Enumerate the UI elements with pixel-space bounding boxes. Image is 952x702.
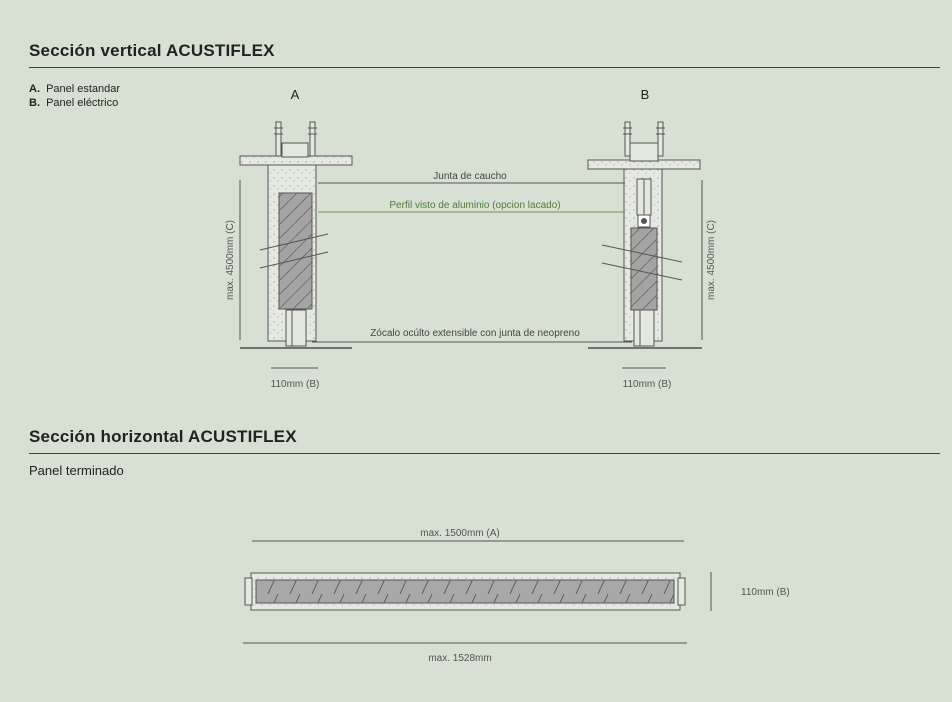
height-dimension-a	[225, 180, 240, 340]
width-label-a: 110mm (B)	[270, 379, 320, 390]
callout-profile-text: Perfil visto de aluminio (opcion lacado)	[389, 200, 561, 211]
width-label-b: 110mm (B)	[622, 379, 672, 390]
callout-plinth	[312, 328, 632, 342]
horizontal-section	[243, 528, 790, 664]
callout-rubber-joint	[318, 171, 625, 183]
legend-label: Panel eléctrico	[46, 97, 119, 109]
max-width-label: max. 1500mm (A)	[420, 528, 500, 539]
thickness-dimension	[711, 572, 790, 611]
max-total-dimension	[243, 643, 687, 664]
electric-channel-b	[637, 179, 651, 227]
height-label-b: max. 4500mm (C)	[706, 219, 717, 301]
width-dimension-b	[622, 368, 671, 390]
max-total-label: max. 1528mm	[428, 653, 492, 664]
height-label-a: max. 4500mm (C)	[225, 219, 236, 301]
vertical-section-b	[588, 87, 717, 390]
core-b	[631, 228, 657, 310]
height-dimension-b	[702, 180, 717, 340]
legend-label: Panel estandar	[46, 83, 121, 95]
legend-key: A.	[29, 83, 40, 95]
callout-profile	[318, 200, 625, 212]
legend-key: B.	[29, 97, 40, 109]
plinth-b	[634, 310, 654, 346]
thickness-label: 110mm (B)	[741, 587, 790, 598]
max-width-dimension	[252, 528, 684, 541]
width-dimension-a	[271, 368, 320, 390]
label-b: B	[640, 87, 650, 102]
horizontal-subtitle: Panel terminado	[29, 463, 124, 478]
callout-plinth-text: Zócalo ocúlto extensible con junta de neopreno	[370, 328, 580, 339]
horizontal-section-title: Sección horizontal ACUSTIFLEX	[29, 427, 297, 446]
label-a: A	[290, 87, 300, 102]
vertical-section-title: Sección vertical ACUSTIFLEX	[29, 41, 275, 60]
vertical-section-a	[225, 87, 352, 390]
panel-core	[256, 580, 674, 603]
core-a	[279, 193, 312, 309]
callout-rubber-joint-text: Junta de caucho	[433, 171, 507, 182]
plinth-a	[286, 310, 306, 346]
